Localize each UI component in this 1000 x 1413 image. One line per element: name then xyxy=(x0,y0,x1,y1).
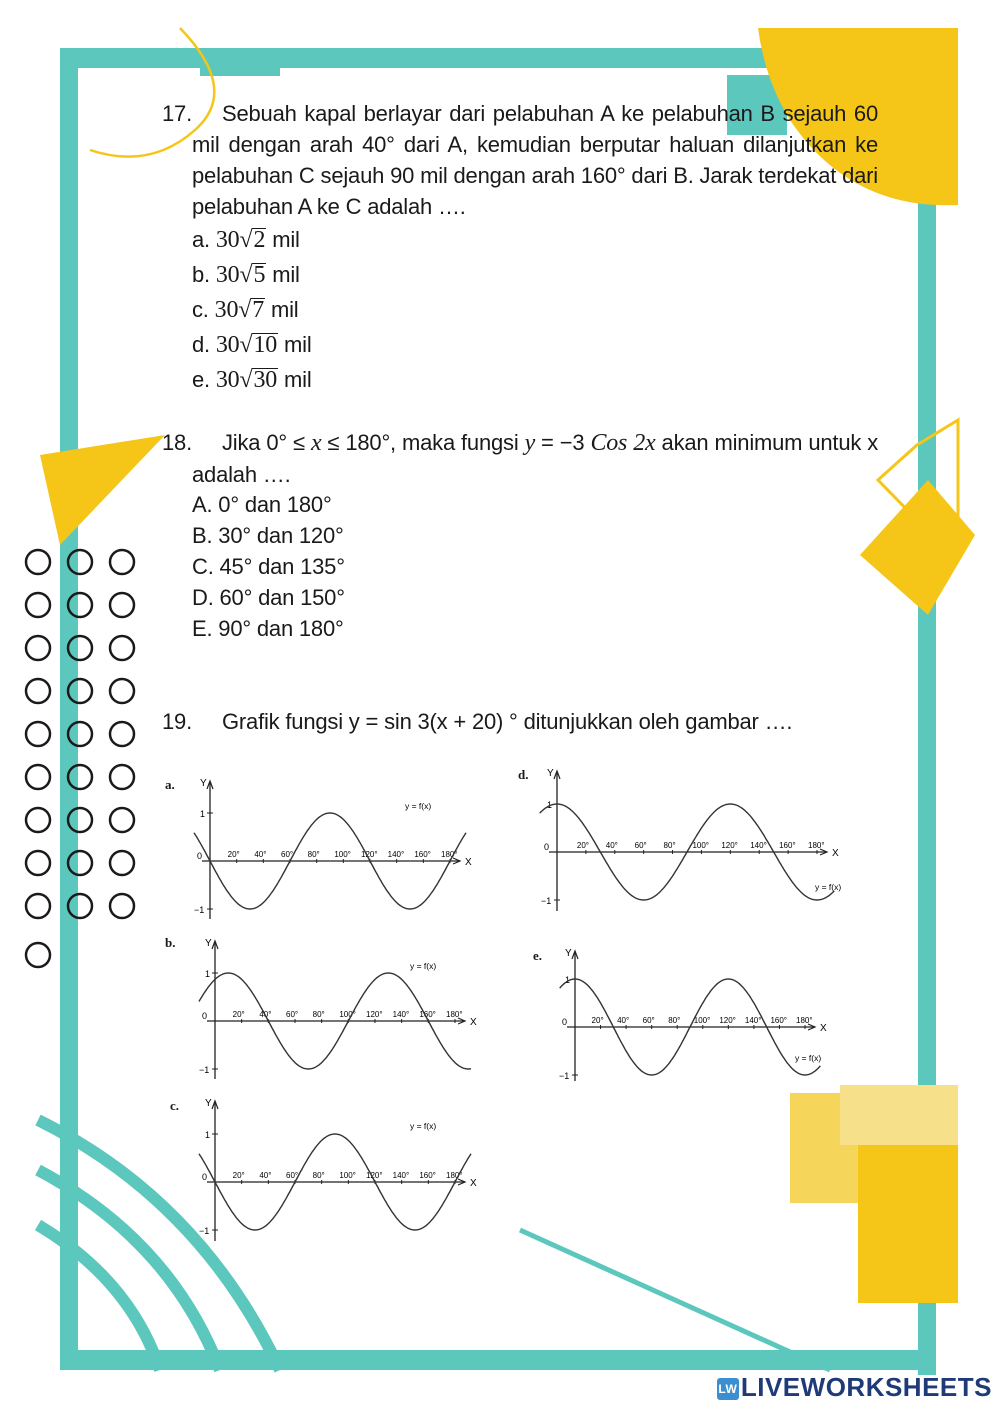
decor-circle xyxy=(26,894,50,918)
x-tick-label: 60° xyxy=(634,841,647,850)
x-tick-label: 80° xyxy=(312,1010,325,1019)
x-tick-label: 160° xyxy=(770,1016,787,1025)
liveworksheets-logo[interactable] xyxy=(717,1372,992,1403)
option-D[interactable]: D. 60° dan 150° xyxy=(192,585,345,610)
x-tick-label: 140° xyxy=(744,1016,762,1025)
question-number: 19. xyxy=(162,709,192,734)
yellow-square-pale xyxy=(840,1085,958,1145)
question-17 xyxy=(162,98,882,398)
decor-circle xyxy=(110,550,134,574)
x-tick-label: 60° xyxy=(642,1016,655,1025)
option-a[interactable]: a. 30√2 mil xyxy=(192,227,300,253)
x-tick-label: 20° xyxy=(576,841,589,850)
x-tick-label: 80° xyxy=(663,841,676,850)
x-tick-label: 40° xyxy=(605,841,618,850)
decor-circle xyxy=(26,550,50,574)
x-tick-label: 100° xyxy=(339,1010,356,1019)
x-axis-label: X xyxy=(465,857,472,868)
x-axis-label: X xyxy=(832,848,839,859)
function-label: y = f(x) xyxy=(410,1121,437,1131)
x-tick-label: 60° xyxy=(281,850,294,859)
x-tick-label: 120° xyxy=(361,850,378,859)
question-text: Jika 0° ≤ x ≤ 180°, maka fungsi y = −3 Cos 2x akan minimum untuk x adalah …. xyxy=(192,430,878,487)
x-tick-label: 140° xyxy=(392,1171,410,1180)
x-tick-label: 40° xyxy=(254,850,267,859)
options-17 xyxy=(192,222,312,397)
x-tick-label: 160° xyxy=(414,850,431,859)
decor-circle xyxy=(110,722,134,746)
option-C[interactable]: C. 45° dan 135° xyxy=(192,554,345,579)
graph-label-e[interactable]: e. xyxy=(533,948,543,963)
x-tick-label: 140° xyxy=(387,850,405,859)
origin-label: 0 xyxy=(197,851,203,861)
x-tick-label: 40° xyxy=(259,1171,272,1180)
x-tick-label: 100° xyxy=(334,850,351,859)
x-tick-label: 160° xyxy=(419,1010,436,1019)
y-tick-neg-one: −1 xyxy=(194,905,205,915)
y-tick-neg-one: −1 xyxy=(559,1071,570,1081)
decor-circle xyxy=(110,636,134,660)
graph-a[interactable] xyxy=(190,775,490,923)
options-18 xyxy=(192,489,345,644)
y-axis-label: Y xyxy=(565,948,572,959)
x-tick-label: 20° xyxy=(232,1010,245,1019)
graph-label-a[interactable]: a. xyxy=(165,777,175,792)
y-axis-label: Y xyxy=(547,768,554,779)
decor-circle xyxy=(110,808,134,832)
option-b[interactable]: b. 30√5 mil xyxy=(192,262,300,288)
decor-circle xyxy=(26,593,50,617)
graph-c[interactable] xyxy=(195,1095,495,1245)
origin-label: 0 xyxy=(202,1172,208,1182)
y-axis-label: Y xyxy=(205,1098,212,1109)
question-number: 17. xyxy=(162,101,192,126)
x-axis-label: X xyxy=(470,1017,477,1028)
x-tick-label: 180° xyxy=(796,1016,813,1025)
x-tick-label: 120° xyxy=(366,1171,383,1180)
x-tick-label: 180° xyxy=(441,850,458,859)
x-axis-label: X xyxy=(820,1023,827,1034)
x-tick-label: 140° xyxy=(750,841,767,850)
circle-grid xyxy=(26,550,134,967)
decor-circle xyxy=(110,894,134,918)
option-B[interactable]: B. 30° dan 120° xyxy=(192,523,344,548)
option-c[interactable]: c. 30√7 mil xyxy=(192,297,299,323)
y-tick-one: 1 xyxy=(205,969,211,979)
decor-circle xyxy=(110,593,134,617)
function-label: y = f(x) xyxy=(795,1053,822,1063)
graph-label-d[interactable]: d. xyxy=(518,767,529,782)
x-tick-label: 20° xyxy=(227,850,240,859)
graph-d[interactable] xyxy=(537,765,857,915)
x-tick-label: 80° xyxy=(668,1016,681,1025)
decor-circle xyxy=(26,765,50,789)
y-tick-neg-one: −1 xyxy=(199,1065,210,1075)
origin-label: 0 xyxy=(202,1011,208,1021)
y-tick-one: 1 xyxy=(200,809,206,819)
y-tick-one: 1 xyxy=(205,1130,211,1140)
decor-circle xyxy=(26,943,50,967)
y-tick-neg-one: −1 xyxy=(541,896,552,906)
question-number: 18. xyxy=(162,430,192,455)
function-label: y = f(x) xyxy=(405,801,432,811)
y-tick-one: 1 xyxy=(547,800,553,810)
x-tick-label: 100° xyxy=(693,1016,711,1025)
decor-circle xyxy=(110,765,134,789)
decor-circle xyxy=(26,636,50,660)
origin-label: 0 xyxy=(562,1017,568,1027)
graph-b[interactable] xyxy=(195,935,495,1083)
x-tick-label: 140° xyxy=(392,1010,410,1019)
x-tick-label: 160° xyxy=(419,1171,436,1180)
x-tick-label: 20° xyxy=(591,1016,604,1025)
x-axis-label: X xyxy=(470,1178,477,1189)
x-tick-label: 180° xyxy=(446,1171,463,1180)
decor-circle xyxy=(110,679,134,703)
x-tick-label: 20° xyxy=(232,1171,245,1180)
yellow-square xyxy=(858,1143,958,1303)
decor-circle xyxy=(26,851,50,875)
question-19-text: Grafik fungsi y = sin 3(x + 20) ° ditunjukkan oleh gambar …. xyxy=(222,709,793,734)
x-tick-label: 120° xyxy=(721,841,738,850)
question-17-text: Sebuah kapal berlayar dari pelabuhan A ke pelabuhan B sejauh 60 mil dengan arah 40° dari A, kemudian berputar haluan dilanjutkan ke pelabuhan C sejauh 90 mil dengan arah 160° dari B. Jarak terdekat dari pelabuhan A ke C adalah …. xyxy=(192,101,878,219)
option-A[interactable]: A. 0° dan 180° xyxy=(192,492,332,517)
y-axis-label: Y xyxy=(200,778,207,789)
logo-badge: LW xyxy=(717,1378,739,1400)
x-tick-label: 80° xyxy=(312,1171,325,1180)
decor-circle xyxy=(26,722,50,746)
x-tick-label: 100° xyxy=(339,1171,356,1180)
option-d[interactable]: d. 30√10 mil xyxy=(192,332,312,358)
x-tick-label: 120° xyxy=(719,1016,736,1025)
decor-circle xyxy=(110,851,134,875)
decor-circle xyxy=(26,808,50,832)
graph-e[interactable] xyxy=(555,945,845,1085)
origin-label: 0 xyxy=(544,842,550,852)
x-tick-label: 180° xyxy=(808,841,825,850)
x-tick-label: 100° xyxy=(692,841,709,850)
option-e[interactable]: e. 30√30 mil xyxy=(192,367,312,393)
question-19 xyxy=(162,706,882,740)
decor-circle xyxy=(26,679,50,703)
question-18 xyxy=(162,427,882,647)
y-tick-neg-one: −1 xyxy=(199,1226,210,1236)
x-tick-label: 40° xyxy=(259,1010,272,1019)
graph-label-c[interactable]: c. xyxy=(170,1098,180,1113)
x-tick-label: 40° xyxy=(617,1016,630,1025)
function-label: y = f(x) xyxy=(410,961,437,971)
x-tick-label: 80° xyxy=(307,850,320,859)
x-tick-label: 60° xyxy=(286,1171,299,1180)
x-tick-label: 120° xyxy=(366,1010,383,1019)
logo-text: LIVEWORKSHEETS xyxy=(740,1372,992,1402)
x-tick-label: 160° xyxy=(779,841,796,850)
x-tick-label: 60° xyxy=(286,1010,299,1019)
function-label: y = f(x) xyxy=(815,882,842,892)
y-axis-label: Y xyxy=(205,938,212,949)
question-text xyxy=(192,98,878,222)
graph-label-b[interactable]: b. xyxy=(165,935,176,950)
x-tick-label: 180° xyxy=(446,1010,463,1019)
y-tick-one: 1 xyxy=(565,975,571,985)
yellow-triangle xyxy=(40,435,165,545)
option-E[interactable]: E. 90° dan 180° xyxy=(192,616,344,641)
